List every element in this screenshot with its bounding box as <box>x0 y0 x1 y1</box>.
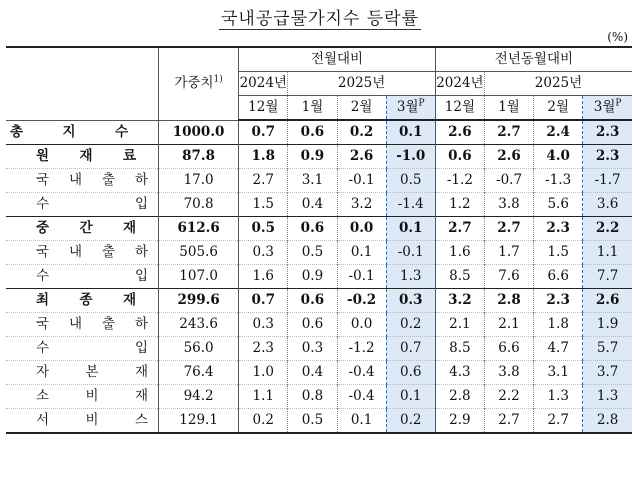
yoy-cell: 2.8 <box>435 385 484 409</box>
yoy-cell: -1.2 <box>435 169 484 193</box>
weight-cell: 56.0 <box>158 337 238 361</box>
yoy-cell: 1.6 <box>435 241 484 265</box>
mom-cell: 0.5 <box>239 217 288 241</box>
yoy-cell: 2.7 <box>484 120 533 145</box>
row-label-text: 수 입 <box>36 196 148 212</box>
mom-cell: 0.2 <box>239 409 288 434</box>
weight-header: 가중치$^{1)}$ <box>158 47 238 120</box>
yoy-cell: 2.2 <box>583 217 632 241</box>
mom-cell: -1.2 <box>337 337 386 361</box>
table-row <box>6 385 632 409</box>
weight-cell: 94.2 <box>158 385 238 409</box>
table-row <box>6 409 632 434</box>
yoy-cell: 2.7 <box>484 217 533 241</box>
row-label <box>6 385 158 409</box>
row-label-text: 수 입 <box>36 268 148 284</box>
yoy-cell: 2.1 <box>484 313 533 337</box>
mom-cell: 0.0 <box>337 313 386 337</box>
yoy-cell: 1.2 <box>435 193 484 217</box>
row-label-text: 총 지 수 <box>10 123 128 140</box>
weight-cell: 505.6 <box>158 241 238 265</box>
mom-cell: 0.4 <box>288 193 337 217</box>
mom-cell: -0.2 <box>337 289 386 313</box>
row-label <box>6 313 158 337</box>
table-row <box>6 361 632 385</box>
yoy-cell: 5.6 <box>534 193 583 217</box>
mom-cell: 2.7 <box>239 169 288 193</box>
table-row <box>6 217 632 241</box>
yoy-cell: 2.3 <box>583 145 632 169</box>
yoy-month: 1월 <box>484 96 533 121</box>
mom-cell: 0.2 <box>337 120 386 145</box>
row-label <box>6 337 158 361</box>
yoy-cell: 6.6 <box>484 337 533 361</box>
weight-cell: 243.6 <box>158 313 238 337</box>
table-row <box>6 169 632 193</box>
mom-cell: 2.3 <box>239 337 288 361</box>
yoy-cell: 3.6 <box>583 193 632 217</box>
table-row <box>6 120 632 145</box>
mom-cell: 0.4 <box>288 361 337 385</box>
table-row <box>6 313 632 337</box>
yoy-cell: 2.3 <box>583 120 632 145</box>
mom-cell: 1.3 <box>386 265 435 289</box>
yoy-cell: 3.8 <box>484 361 533 385</box>
yoy-cell: 2.6 <box>583 289 632 313</box>
table-row <box>6 145 632 169</box>
yoy-cell: 3.8 <box>484 193 533 217</box>
weight-cell: 70.8 <box>158 193 238 217</box>
row-label-text: 국 내 출 하 <box>36 316 148 332</box>
mom-cell: 1.8 <box>239 145 288 169</box>
mom-cell: -1.4 <box>386 193 435 217</box>
yoy-cell: 8.5 <box>435 265 484 289</box>
yoy-cell: 5.7 <box>583 337 632 361</box>
mom-cell: 0.6 <box>288 217 337 241</box>
yoy-cell: 3.2 <box>435 289 484 313</box>
mom-cell: 0.5 <box>288 409 337 434</box>
table-title: 국내공급물가지수 등락률 <box>220 9 420 29</box>
mom-cell: 0.8 <box>288 385 337 409</box>
mom-month-highlight: 3월$^P$ <box>386 96 435 121</box>
mom-cell: -0.1 <box>337 265 386 289</box>
yoy-cell: 8.5 <box>435 337 484 361</box>
weight-cell: 129.1 <box>158 409 238 434</box>
row-label-text: 원 재 료 <box>36 148 136 164</box>
mom-cell: 0.6 <box>288 313 337 337</box>
price-index-table <box>6 46 632 434</box>
row-label <box>6 241 158 265</box>
mom-year-2025: 2025년 <box>288 72 435 96</box>
mom-cell: 0.3 <box>386 289 435 313</box>
yoy-cell: -1.7 <box>583 169 632 193</box>
yoy-month: 12월 <box>435 96 484 121</box>
yoy-cell: 3.7 <box>583 361 632 385</box>
mom-cell: 0.7 <box>239 289 288 313</box>
yoy-cell: 3.1 <box>534 361 583 385</box>
mom-cell: 0.3 <box>288 337 337 361</box>
mom-year-2024: 2024년 <box>239 72 288 96</box>
mom-cell: 3.1 <box>288 169 337 193</box>
yoy-cell: -1.3 <box>534 169 583 193</box>
mom-cell: 1.6 <box>239 265 288 289</box>
yoy-header: 전년동월대비 <box>435 47 632 72</box>
yoy-cell: -0.7 <box>484 169 533 193</box>
yoy-cell: 6.6 <box>534 265 583 289</box>
mom-cell: 0.7 <box>239 120 288 145</box>
mom-cell: 0.2 <box>386 409 435 434</box>
mom-cell: 0.9 <box>288 145 337 169</box>
yoy-year-2025: 2025년 <box>484 72 632 96</box>
yoy-month-highlight: 3월$^P$ <box>583 96 632 121</box>
mom-cell: 0.7 <box>386 337 435 361</box>
mom-cell: -0.4 <box>337 361 386 385</box>
yoy-cell: 2.2 <box>484 385 533 409</box>
yoy-cell: 1.7 <box>484 241 533 265</box>
mom-cell: 0.1 <box>386 217 435 241</box>
yoy-cell: 4.0 <box>534 145 583 169</box>
yoy-cell: 1.1 <box>583 241 632 265</box>
yoy-cell: 2.6 <box>484 145 533 169</box>
mom-cell: 0.6 <box>288 289 337 313</box>
row-label <box>6 361 158 385</box>
row-label-text: 자 본 재 <box>36 364 148 380</box>
yoy-cell: 2.1 <box>435 313 484 337</box>
mom-cell: -0.4 <box>337 385 386 409</box>
weight-cell: 76.4 <box>158 361 238 385</box>
mom-cell: 0.1 <box>337 409 386 434</box>
yoy-cell: 7.6 <box>484 265 533 289</box>
mom-cell: 1.5 <box>239 193 288 217</box>
mom-cell: 0.6 <box>288 120 337 145</box>
yoy-cell: 2.3 <box>534 289 583 313</box>
weight-cell: 1000.0 <box>158 120 238 145</box>
yoy-cell: 2.7 <box>484 409 533 434</box>
mom-cell: 0.1 <box>386 120 435 145</box>
yoy-cell: 2.9 <box>435 409 484 434</box>
yoy-cell: 2.6 <box>435 120 484 145</box>
row-label-text: 최 종 재 <box>36 292 136 308</box>
yoy-cell: 4.3 <box>435 361 484 385</box>
table-row <box>6 289 632 313</box>
yoy-cell: 4.7 <box>534 337 583 361</box>
mom-cell: -0.1 <box>386 241 435 265</box>
row-label <box>6 120 158 145</box>
mom-cell: 0.9 <box>288 265 337 289</box>
mom-cell: 0.1 <box>337 241 386 265</box>
mom-month: 12월 <box>239 96 288 121</box>
yoy-cell: 0.6 <box>435 145 484 169</box>
weight-cell: 87.8 <box>158 145 238 169</box>
yoy-cell: 2.3 <box>534 217 583 241</box>
header-row-1 <box>6 47 632 72</box>
weight-cell: 107.0 <box>158 265 238 289</box>
table-row <box>6 193 632 217</box>
yoy-cell: 1.9 <box>583 313 632 337</box>
yoy-cell: 2.8 <box>484 289 533 313</box>
weight-cell: 299.6 <box>158 289 238 313</box>
yoy-cell: 2.8 <box>583 409 632 434</box>
yoy-cell: 2.7 <box>435 217 484 241</box>
yoy-cell: 2.4 <box>534 120 583 145</box>
weight-cell: 612.6 <box>158 217 238 241</box>
mom-cell: -0.1 <box>337 169 386 193</box>
row-label-text: 소 비 재 <box>36 388 148 404</box>
row-label <box>6 265 158 289</box>
table-row <box>6 337 632 361</box>
yoy-month: 2월 <box>534 96 583 121</box>
mom-cell: 0.3 <box>239 313 288 337</box>
row-label <box>6 193 158 217</box>
yoy-cell: 1.3 <box>534 385 583 409</box>
mom-cell: 0.0 <box>337 217 386 241</box>
row-label-text: 국 내 출 하 <box>36 244 148 260</box>
mom-cell: 0.1 <box>386 385 435 409</box>
row-label <box>6 289 158 313</box>
yoy-year-2024: 2024년 <box>435 72 484 96</box>
header-blank <box>6 47 158 120</box>
row-label <box>6 217 158 241</box>
row-label-text: 중 간 재 <box>36 220 136 236</box>
row-label <box>6 169 158 193</box>
mom-cell: 1.0 <box>239 361 288 385</box>
mom-cell: -1.0 <box>386 145 435 169</box>
yoy-cell: 1.3 <box>583 385 632 409</box>
mom-cell: 2.6 <box>337 145 386 169</box>
mom-cell: 1.1 <box>239 385 288 409</box>
mom-cell: 0.5 <box>288 241 337 265</box>
mom-cell: 0.3 <box>239 241 288 265</box>
row-label <box>6 409 158 434</box>
yoy-cell: 7.7 <box>583 265 632 289</box>
mom-month: 1월 <box>288 96 337 121</box>
mom-cell: 0.2 <box>386 313 435 337</box>
yoy-cell: 1.8 <box>534 313 583 337</box>
unit-label: (%) <box>607 30 628 44</box>
yoy-cell: 1.5 <box>534 241 583 265</box>
row-label <box>6 145 158 169</box>
yoy-cell: 2.7 <box>534 409 583 434</box>
row-label-text: 서 비 스 <box>36 412 148 428</box>
table-row <box>6 265 632 289</box>
row-label-text: 국 내 출 하 <box>36 172 148 188</box>
row-label-text: 수 입 <box>36 340 148 356</box>
mom-month: 2월 <box>337 96 386 121</box>
mom-header: 전월대비 <box>239 47 436 72</box>
mom-cell: 3.2 <box>337 193 386 217</box>
mom-cell: 0.6 <box>386 361 435 385</box>
weight-cell: 17.0 <box>158 169 238 193</box>
table-row <box>6 241 632 265</box>
mom-cell: 0.5 <box>386 169 435 193</box>
